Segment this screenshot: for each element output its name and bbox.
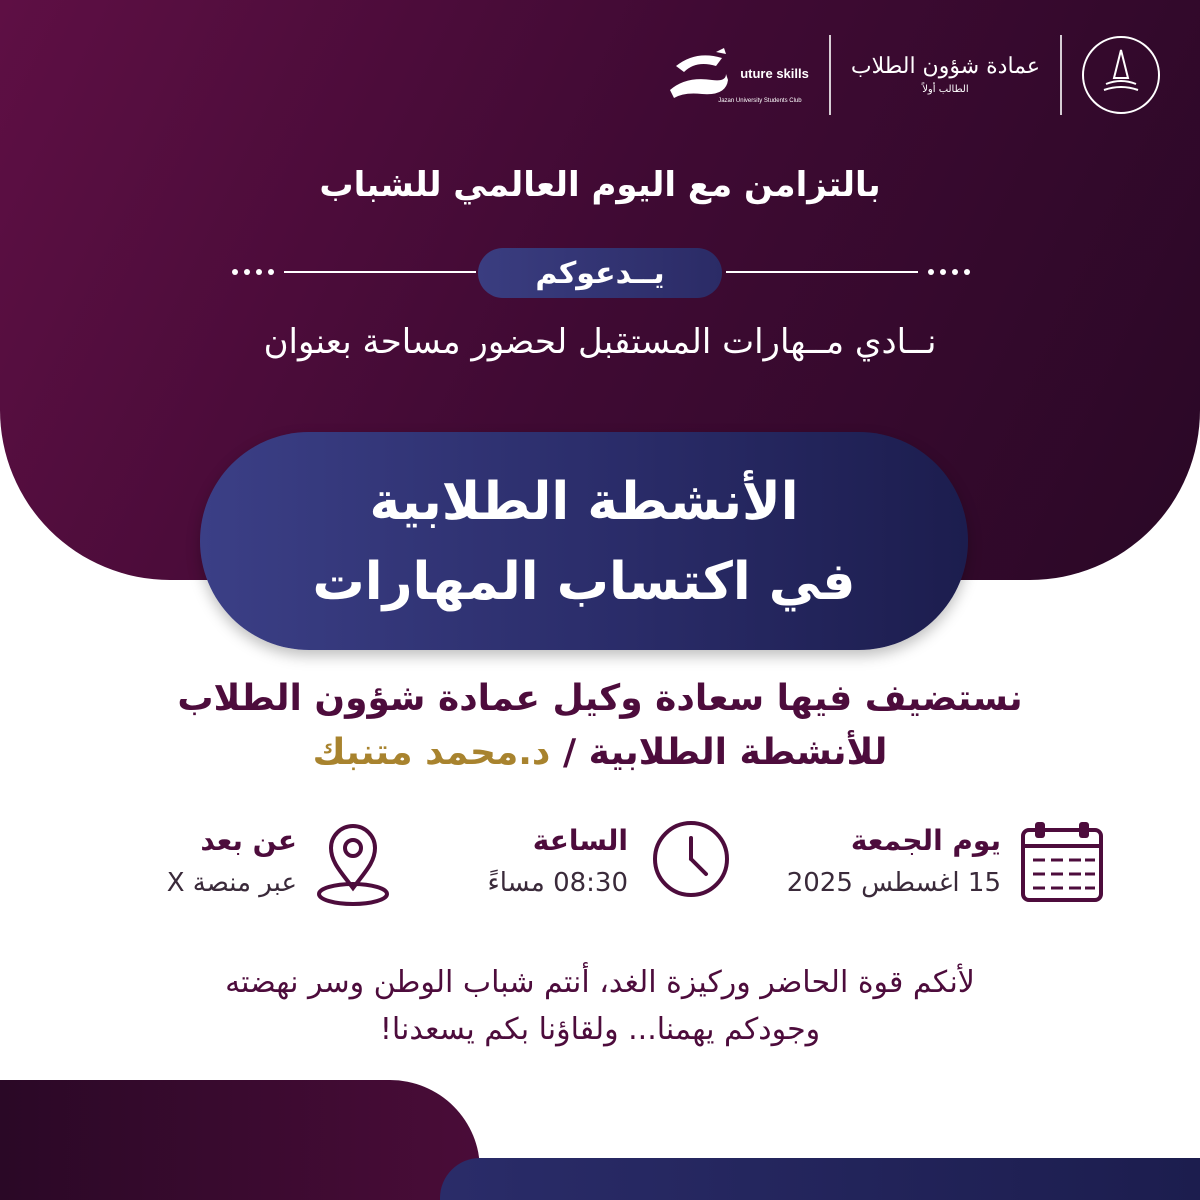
deanship-name: عمادة شؤون الطلاب — [850, 54, 1040, 80]
club-invite-line: نــادي مــهارات المستقبل لحضور مساحة بعنوان — [263, 322, 937, 362]
club-name: uture skills — [740, 65, 809, 81]
clock-icon — [650, 818, 732, 900]
intro-line: بالتزامن مع اليوم العالمي للشباب — [319, 165, 881, 205]
divider-right — [726, 268, 970, 276]
footer-shape-right — [440, 1158, 1200, 1200]
invite-badge: يــدعوكم — [478, 248, 722, 298]
event-title-banner — [200, 432, 968, 650]
place-label: عن بعد — [200, 824, 297, 857]
guest-line: نستضيف فيها سعادة وكيل عمادة شؤون الطلاب — [177, 678, 1023, 719]
time-value: 08:30 مساءً — [487, 868, 628, 898]
calendar-icon — [1019, 818, 1105, 904]
future-skills-logo — [666, 46, 809, 104]
date-label: يوم الجمعة — [850, 824, 1001, 857]
university-seal-logo — [1082, 36, 1160, 114]
location-pin-icon — [313, 818, 393, 910]
info-date — [760, 818, 1105, 918]
event-title-line2: في اكتساب المهارات — [312, 552, 856, 612]
place-value: عبر منصة X — [166, 868, 297, 898]
guest-role: للأنشطة الطلابية / — [562, 732, 888, 773]
guest-name-line — [0, 732, 1200, 773]
date-value: 15 اغسطس 2025 — [786, 868, 1001, 898]
info-time — [462, 818, 732, 918]
time-label: الساعة — [532, 824, 628, 857]
closing-line2: وجودكم يهمنا... ولقاؤنا بكم يسعدنا! — [379, 1012, 821, 1047]
info-place — [148, 818, 393, 918]
event-title-line1: الأنشطة الطلابية — [369, 472, 799, 532]
logo-separator — [829, 35, 831, 115]
footer-shape-left — [0, 1080, 480, 1200]
guest-name: د.محمد متنبك — [312, 732, 551, 773]
club-subtitle: Jazan University Students Club — [718, 98, 802, 104]
deanship-logo — [851, 55, 1040, 94]
seal-icon — [1084, 38, 1158, 112]
deanship-motto: الطالب أولاً — [922, 83, 969, 95]
logo-separator — [1060, 35, 1062, 115]
future-skills-mark-icon — [666, 46, 736, 100]
logo-bar — [666, 30, 1160, 120]
divider-left — [232, 268, 476, 276]
closing-line1: لأنكم قوة الحاضر وركيزة الغد، أنتم شباب الوطن وسر نهضته — [225, 965, 975, 1000]
